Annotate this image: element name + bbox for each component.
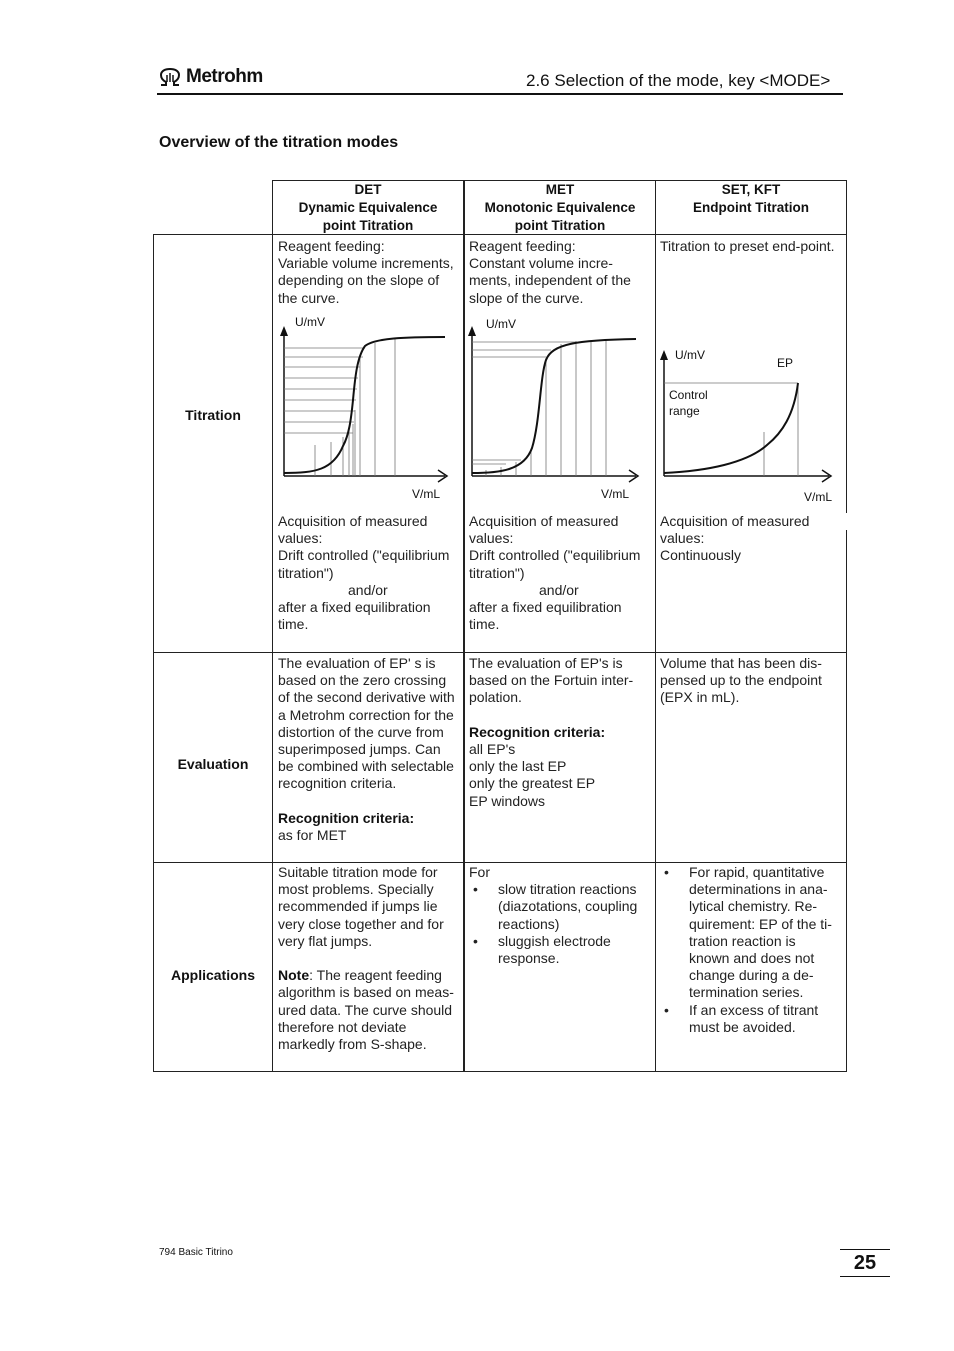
text-line: Constant volume incre- [469, 255, 613, 272]
text-line: recognition criteria. [278, 775, 397, 792]
row-header-applications: Applications [170, 967, 255, 983]
text-line: superimposed jumps. Can [278, 741, 441, 758]
table-left-rule [153, 234, 154, 1072]
column-header-det [273, 181, 463, 235]
logo-text: Metrohm [186, 66, 263, 87]
page-number: 25 [840, 1249, 890, 1277]
x-axis-label: V/mL [804, 490, 833, 504]
list-item [660, 864, 842, 1002]
recognition-criteria-label: Recognition criteria: [469, 723, 606, 740]
x-axis-label: V/mL [412, 487, 441, 501]
note-label: Note [278, 967, 310, 984]
text-line: For [469, 864, 490, 880]
product-name: 794 Basic Titrino [159, 1247, 233, 1258]
column-header-line: DET [354, 182, 382, 197]
y-axis-arrow-icon [280, 326, 288, 336]
text-line: ured data. The curve should [278, 1001, 453, 1018]
set-applications-list [660, 864, 842, 1036]
row-header-evaluation: Evaluation [177, 756, 249, 772]
text-line: be combined with selectable [278, 758, 454, 775]
set-feeding-text [660, 238, 842, 255]
control-range-label: range [669, 404, 700, 418]
det-titration-curve-graph [275, 310, 460, 505]
column-header-met [465, 181, 655, 235]
column-header-line: MET [545, 182, 575, 197]
text-line: based on the zero crossing [278, 672, 447, 689]
text-line: after a fixed equilibration [278, 599, 431, 616]
text-line: Acquisition of measured [469, 513, 619, 529]
text-line: Acquisition of measured [660, 513, 810, 529]
text-line: algorithm is based on meas- [278, 984, 454, 1001]
text-line: polation. [469, 689, 522, 706]
text-line: Acquisition of measured [278, 513, 428, 529]
column-header-line: SET, KFT [721, 182, 781, 197]
omega-logo-icon [158, 67, 182, 87]
text-line: values: [278, 530, 323, 547]
text-line: very close together and for [278, 915, 444, 932]
table-row-rule [153, 862, 847, 863]
column-header-line: point Titration [322, 218, 414, 233]
header-rule [157, 93, 843, 95]
column-header-line: Monotonic Equivalence [484, 200, 636, 215]
text-line: very flat jumps. [278, 932, 373, 949]
set-evaluation-text [660, 655, 842, 707]
text-line: therefore not deviate [278, 1018, 407, 1035]
met-evaluation-text [469, 655, 651, 810]
text-line: reactions) [498, 915, 560, 932]
row-header-titration: Titration [185, 407, 241, 423]
text-line: • sluggish electrode [498, 932, 611, 949]
text-line: lytical chemistry. Re- [689, 898, 818, 915]
text-line: quirement: EP of the ti- [689, 915, 832, 932]
text-line: only the last EP [469, 758, 567, 775]
text-line: the curve. [278, 289, 340, 306]
text-line: ments, independent of the [469, 272, 631, 289]
set-acquisition-text [660, 513, 842, 565]
met-feeding-text [469, 238, 651, 307]
text-line: response. [498, 950, 560, 967]
table-col-rule [463, 180, 465, 1072]
column-header-line: point Titration [514, 218, 606, 233]
set-applications-text [660, 864, 842, 1036]
text-line: Reagent feeding: [469, 238, 576, 254]
text-line: • For rapid, quantitative [689, 864, 825, 880]
text-line: Drift controlled ("equilibrium [278, 547, 450, 564]
y-axis-label: U/mV [486, 317, 516, 331]
y-axis-label: U/mV [295, 315, 325, 329]
text-line: only the greatest EP [469, 775, 596, 792]
recognition-criteria-label: Recognition criteria: [278, 809, 415, 826]
text-line: of the second derivative with [278, 689, 455, 706]
list-item [660, 1002, 842, 1036]
titration-curve [472, 339, 636, 473]
met-applications-text [469, 864, 651, 967]
column-header-line: Endpoint Titration [693, 200, 809, 215]
text-line: markedly from S-shape. [278, 1036, 427, 1053]
text-line: based on the Fortuin inter- [469, 672, 634, 689]
column-header-set [656, 181, 846, 217]
text-line: recommended if jumps lie [278, 898, 438, 915]
overview-title: Overview of the titration modes [159, 134, 399, 151]
text-line: most problems. Specially [278, 881, 434, 898]
text-line: a Metrohm correction for the [278, 706, 454, 723]
text-line: (EPX in mL). [660, 689, 740, 706]
text-line: change during a de- [689, 967, 814, 984]
text-line: must be avoided. [689, 1018, 796, 1035]
text-line: titration") [469, 564, 525, 581]
text-line: Variable volume increments, [278, 255, 454, 272]
text-line: Volume that has been dis- [660, 655, 822, 671]
set-titration-curve-graph [657, 345, 847, 510]
text-line: The evaluation of EP's is [469, 655, 623, 671]
text-line: termination series. [689, 984, 804, 1001]
metrohm-logo [158, 66, 263, 88]
y-axis-label: U/mV [675, 348, 705, 362]
det-acquisition-text [278, 513, 460, 633]
y-axis-arrow-icon [660, 350, 668, 360]
text-line: Titration to preset end-point. [660, 238, 835, 254]
text-line: • If an excess of titrant [689, 1001, 819, 1018]
x-axis-label: V/mL [601, 487, 630, 501]
text-line: • slow titration reactions [498, 881, 637, 898]
text-line: depending on the slope of [278, 272, 440, 289]
text-line: titration") [278, 564, 334, 581]
text-line: EP windows [469, 792, 546, 809]
text-line: slope of the curve. [469, 289, 584, 306]
table-bottom-rule [153, 1071, 847, 1072]
control-range-label: Control [669, 388, 708, 402]
text-line: Suitable titration mode for [278, 864, 438, 880]
det-applications-text [278, 864, 460, 1053]
det-evaluation-text [278, 655, 460, 844]
volume-increment-lines [284, 339, 395, 476]
text-line: distortion of the curve from [278, 723, 444, 740]
column-header-line: Dynamic Equivalence [298, 200, 438, 215]
endpoint-label: EP [777, 356, 794, 370]
text-line: (diazotations, coupling [498, 898, 638, 915]
text-line: after a fixed equilibration [469, 599, 622, 616]
table-row-rule [153, 652, 847, 653]
det-feeding-text [278, 238, 460, 307]
list-item [469, 881, 651, 933]
text-line: Reagent feeding: [278, 238, 385, 254]
met-titration-curve-graph [466, 312, 651, 505]
text-line: known and does not [689, 950, 815, 967]
text-line: and/or [539, 581, 579, 598]
text-line: Drift controlled ("equilibrium [469, 547, 641, 564]
text-line: : The reagent feeding [309, 967, 442, 984]
text-line: Continuously [660, 547, 741, 564]
list-item [469, 933, 651, 967]
text-line: time. [469, 616, 500, 633]
met-applications-list [469, 881, 651, 967]
text-line: values: [469, 530, 514, 547]
section-title: 2.6 Selection of the mode, key <MODE> [526, 71, 831, 90]
table-col-rule [655, 180, 656, 1072]
text-line: and/or [348, 581, 388, 598]
y-axis-arrow-icon [468, 326, 476, 336]
text-line: values: [660, 530, 705, 547]
text-line: determinations in ana- [689, 881, 828, 898]
text-line: all EP's [469, 741, 516, 758]
table-col-rule [272, 180, 273, 1072]
met-acquisition-text [469, 513, 651, 633]
table-right-rule [846, 530, 847, 1072]
text-line: The evaluation of EP' s is [278, 655, 436, 671]
text-line: pensed up to the endpoint [660, 672, 822, 689]
text-line: as for MET [278, 827, 347, 844]
text-line: tration reaction is [689, 932, 796, 949]
text-line: time. [278, 616, 309, 633]
